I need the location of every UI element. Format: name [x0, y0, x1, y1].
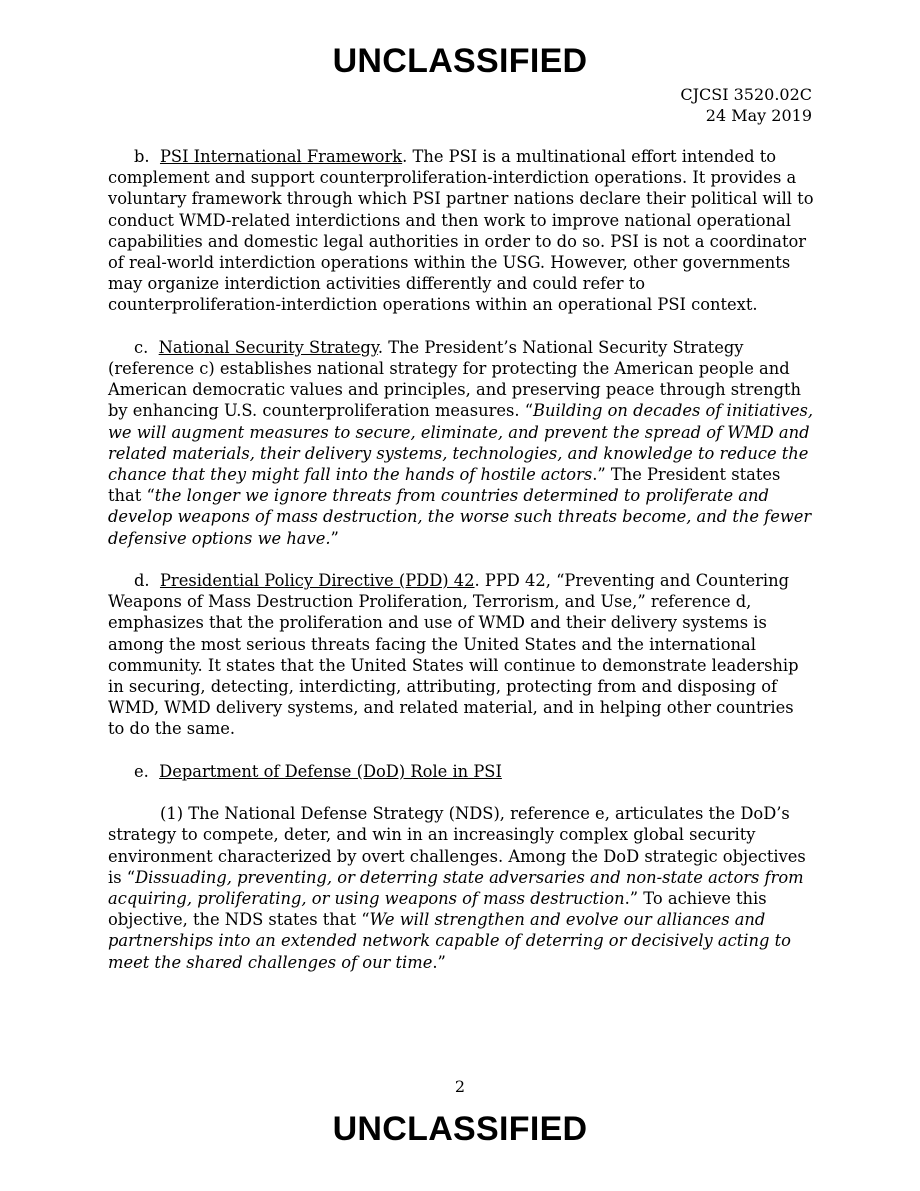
- paragraph-c: [108, 337, 814, 549]
- paragraph-c-text-1: . The President’s National Security Strategy (reference c) establishes national strategy for protecting the American people and American democratic values and principles, and preserving peace through strength by enhancing U.S. counterproliferation measures. “: [108, 337, 802, 421]
- paragraph-e-heading: Department of Defense (DoD) Role in PSI: [159, 761, 502, 781]
- paragraph-c-label: c.: [134, 337, 149, 357]
- paragraph-d: [108, 570, 814, 740]
- paragraph-e-1-text-1: (1) The National Defense Strategy (NDS), reference e, articulates the DoD’s strategy to compete, deter, and win in an increasingly complex global security environment characterized by overt challenges. Among the DoD strategic objectives is “: [108, 804, 806, 887]
- document-date: 24 May 2019: [705, 106, 812, 125]
- paragraph-c-text-3: ”: [330, 528, 339, 548]
- paragraph-d-label: d.: [134, 571, 150, 591]
- paragraph-b-label: b.: [134, 147, 150, 166]
- paragraph-c-quote-1: Building on decades of initiatives, we will augment measures to secure, eliminate, and prevent the spread of WMD and related materials, their delivery systems, technologies, and knowledge to reduce the chance that they might fall into the hands of hostile actors: [108, 401, 814, 485]
- paragraph-d-text: . PPD 42, “Preventing and Countering Weapons of Mass Destruction Proliferation, Terrorism, and Use,” reference d, emphasizes that the proliferation and use of WMD and their delivery systems is among the most serious threats facing the United States and the international community. It states that the United States will continue to demonstrate leadership in securing, detecting, interdicting, attributing, protecting from and disposing of WMD, WMD delivery systems, and related material, and in helping other countries to do the same.: [108, 571, 799, 739]
- paragraph-e-1-quote-1: Dissuading, preventing, or deterring state adversaries and non-state actors from acquiring, proliferating, or using weapons of mass destruction: [108, 867, 804, 909]
- paragraph-c-heading: National Security Strategy: [158, 337, 378, 357]
- paragraph-e-1: [108, 803, 814, 973]
- paragraph-c-quote-2: the longer we ignore threats from countries determined to proliferate and develop weapons of mass destruction, the worse such threats become, and the fewer defensive options we have.: [108, 486, 812, 548]
- paragraph-b-text: . The PSI is a multinational effort intended to complement and support counterproliferation-interdiction operations. It provides a voluntary framework through which PSI partner nations declare their political will to conduct WMD-related interdictions and then work to improve national operational capabilities and domestic legal authorities in order to do so. PSI is not a coordinator of real-world interdiction operations within the USG. However, other governments may organize interdiction activities differently and could refer to counterproliferation-interdiction operations within an operational PSI context.: [108, 147, 814, 315]
- paragraph-b-heading: PSI International Framework: [159, 147, 403, 166]
- paragraph-d-heading: Presidential Policy Directive (PDD) 42: [159, 571, 475, 591]
- classification-banner-bottom: UNCLASSIFIED: [332, 1110, 588, 1148]
- page-number: 2: [454, 1077, 466, 1096]
- paragraph-e-1-text-3: .”: [432, 952, 446, 972]
- paragraph-e-1-text-2: .” To achieve this objective, the NDS states that “: [108, 889, 767, 930]
- paragraph-b: [108, 146, 814, 316]
- paragraph-e-1-quote-2: We will strengthen and evolve our alliances and partnerships into an extended network capable of deterring or decisively acting to meet the shared challenges of our time: [108, 910, 791, 972]
- paragraph-e: [108, 761, 814, 782]
- classification-banner-top: UNCLASSIFIED: [332, 42, 588, 80]
- paragraph-c-text-2: .” The President states that “: [108, 465, 781, 506]
- document-header: [680, 84, 812, 126]
- paragraph-e-label: e.: [134, 761, 149, 781]
- document-body: [108, 146, 814, 994]
- document-id: CJCSI 3520.02C: [680, 85, 812, 104]
